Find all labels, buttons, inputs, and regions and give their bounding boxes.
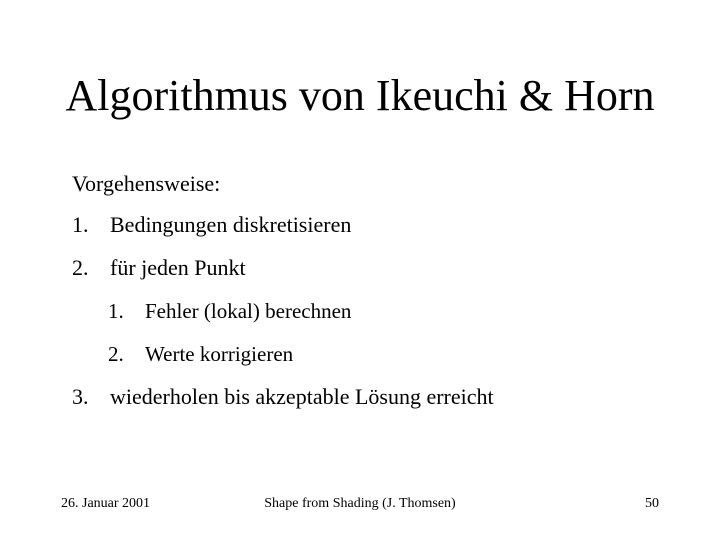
footer-title: Shape from Shading (J. Thomsen) xyxy=(264,496,456,511)
sub-list-item xyxy=(108,340,293,368)
slide-title: Algorithmus von Ikeuchi & Horn xyxy=(65,71,655,120)
sub-list-item-number: 1. xyxy=(108,299,124,323)
sub-list-item-text: Fehler (lokal) berechnen xyxy=(145,299,352,323)
sub-list-item-text: Werte korrigieren xyxy=(145,342,294,366)
sub-list-item-number: 2. xyxy=(108,342,124,366)
list-item-text: wiederholen bis akzeptable Lösung erreicht xyxy=(110,384,494,409)
list-item-number: 1. xyxy=(72,212,89,237)
intro-text: Vorgehensweise: xyxy=(72,171,221,196)
list-item xyxy=(72,383,494,411)
page-number: 50 xyxy=(645,496,659,511)
list-item-number: 2. xyxy=(72,255,89,280)
sub-list-item xyxy=(108,297,351,325)
list-item-number: 3. xyxy=(72,384,89,409)
list-item-text: für jeden Punkt xyxy=(110,255,246,280)
list-item xyxy=(72,211,351,239)
footer-date: 26. Januar 2001 xyxy=(61,496,151,511)
list-item-text: Bedingungen diskretisieren xyxy=(110,212,352,237)
list-item xyxy=(72,254,246,282)
